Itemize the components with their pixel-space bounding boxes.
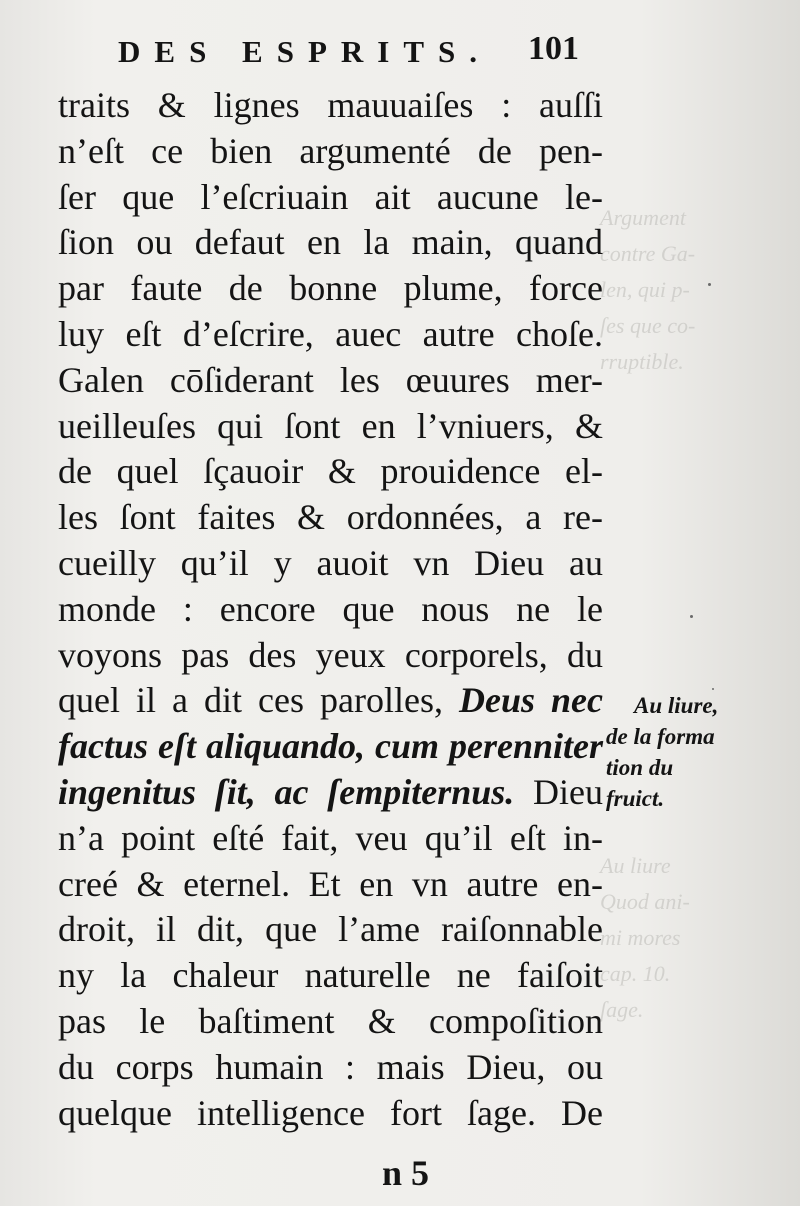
show-through-line: [600, 632, 790, 668]
line-text: creé & eternel. Et en vn autre en-: [58, 863, 603, 904]
text-line: [58, 1091, 603, 1137]
line-text: monde : encore que nous ne le: [58, 588, 603, 629]
line-text: ny la chaleur naturelle ne faiſoit: [58, 955, 603, 996]
line-text: ueilleuſes qui ſont en l’vniuers, &: [58, 405, 603, 446]
ink-speck: [712, 688, 714, 690]
text-line: [58, 129, 603, 175]
text-line: [58, 999, 603, 1045]
show-through-line: rruptible.: [600, 349, 684, 374]
text-line: [58, 175, 603, 221]
show-through-line: ſage.: [600, 997, 644, 1022]
show-through-line: Argument: [600, 205, 686, 230]
line-text: traits & lignes mauuaiſes : auſſi: [58, 85, 603, 125]
line-text: cueilly qu’il y auoit vn Dieu au: [58, 542, 603, 583]
line-text: ſer que l’eſcriuain ait aucune le-: [58, 176, 603, 217]
line-text: de quel ſçauoir & prouidence el-: [58, 451, 603, 492]
line-text: n’a point eſté fait, veu qu’il eſt in-: [58, 817, 603, 858]
text-line: [58, 862, 603, 908]
text-line: [58, 633, 603, 679]
italic-quotation: Deus nec: [458, 680, 603, 721]
text-line: [58, 587, 603, 633]
show-through-line: cap. 10.: [600, 961, 671, 986]
show-through-line: [600, 812, 790, 848]
text-line: [58, 724, 603, 770]
running-head: DES ESPRITS.: [118, 34, 492, 69]
line-text: ſion ou defaut en la main, quand: [58, 222, 603, 263]
show-through-line: [600, 380, 790, 416]
show-through-line: ſes que co-: [600, 313, 696, 338]
show-through-line: [600, 416, 790, 452]
show-through-line: Au liure: [600, 853, 671, 878]
text-line: [58, 816, 603, 862]
folio-number: 101: [528, 30, 579, 67]
line-text: voyons pas des yeux corporels, du: [58, 634, 603, 675]
text-line: [58, 404, 603, 450]
line-text: les ſont faites & ordonnées, a re-: [58, 497, 603, 538]
marginal-note-line: tion du: [606, 755, 674, 780]
show-through-line: [600, 488, 790, 524]
text-line: [58, 449, 603, 495]
show-through-line: [600, 452, 790, 488]
marginal-note: [606, 690, 796, 814]
italic-quotation: ingenitus ſit, ac ſempiternus.: [58, 771, 515, 812]
text-line: [58, 83, 603, 129]
main-text-block: [58, 83, 603, 1136]
show-through-line: [600, 560, 790, 596]
marginal-note-line: de la forma: [606, 724, 715, 749]
line-text: par faute de bonne plume, force: [58, 268, 603, 309]
text-line: [58, 678, 603, 724]
show-through-line: contre Ga-: [600, 241, 696, 266]
show-through-line: [600, 596, 790, 632]
text-line: [58, 541, 603, 587]
show-through-line: len, qui p-: [600, 277, 690, 302]
text-line: [58, 770, 603, 816]
show-through-line: [600, 524, 790, 560]
line-text: quelque intelligence fort ſage. De: [58, 1092, 603, 1133]
text-line: [58, 358, 603, 404]
line-text: pas le baſtiment & compoſition: [58, 1000, 603, 1041]
line-text: Dieu: [533, 771, 604, 812]
signature-mark: n 5: [382, 1153, 430, 1193]
marginal-note-line: fruict.: [606, 786, 665, 811]
line-text: n’eſt ce bien argumenté de pen-: [58, 130, 603, 171]
text-line: [58, 266, 603, 312]
line-text: quel il a dit ces parolles,: [58, 680, 443, 721]
show-through-line: mi mores: [600, 925, 681, 950]
line-text: luy eſt d’eſcrire, auec autre choſe.: [58, 313, 603, 354]
line-text: du corps humain : mais Dieu, ou: [58, 1046, 603, 1087]
marginal-note-line: Au liure,: [634, 693, 719, 718]
text-line: [58, 495, 603, 541]
text-line: [58, 1045, 603, 1091]
page-header: [118, 26, 618, 78]
text-line: [58, 953, 603, 999]
show-through-line: Quod ani-: [600, 889, 690, 914]
italic-quotation: factus eſt aliquando, cum perenniter: [58, 726, 603, 767]
text-line: [58, 907, 603, 953]
text-line: [58, 312, 603, 358]
ink-speck: [708, 283, 711, 286]
text-line: [58, 220, 603, 266]
ink-speck: [690, 615, 693, 618]
line-text: droit, il dit, que l’ame raiſonnable: [58, 909, 603, 950]
line-text: Galen cōſiderant les œuures mer-: [58, 359, 603, 400]
